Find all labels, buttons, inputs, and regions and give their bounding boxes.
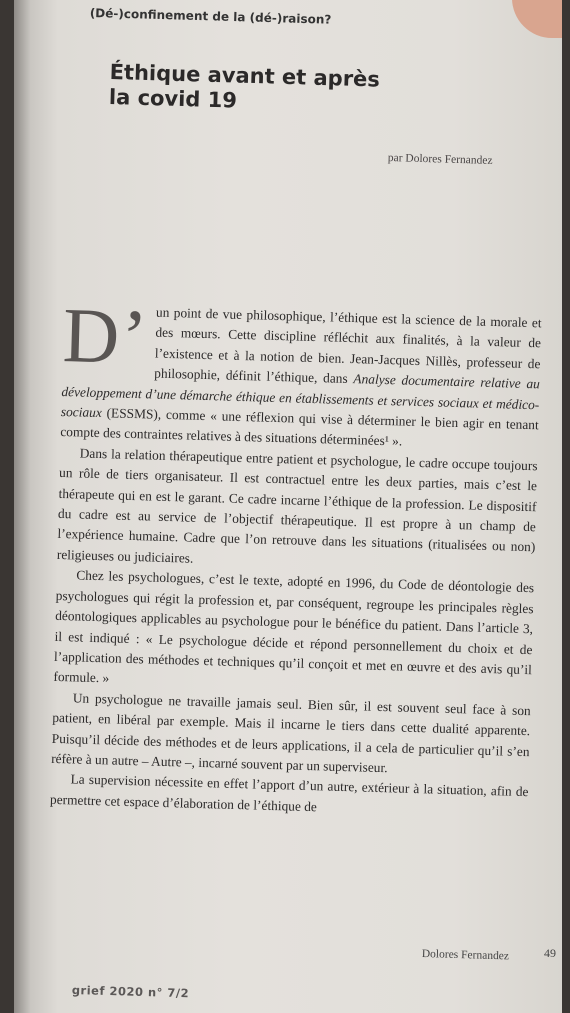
paragraph-1-text-a: un point de vue philosophique, l’éthique est la science de la morale et des mœurs. Cette discipline réfléchit aux finalités, à la valeur de l’existence et à la notion de bien. Jean-Jacques Nillès, professeur de philosophie, définit l’éthique, dans <box>154 304 542 387</box>
running-head: (Dé-)confinement de la (dé-)raison? <box>89 6 332 27</box>
paragraph-1-italic-title: Analyse documentaire relative au développement d’une démarche éthique en établissements et services sociaux et médico-sociaux <box>60 371 541 421</box>
drop-cap: D’ <box>61 291 151 381</box>
book-page <box>14 0 562 1013</box>
footer-author: Dolores Fernandez <box>421 948 510 963</box>
page-number: 49 <box>544 946 556 960</box>
paragraph-1-text-b: (ESSMS), comme « une réflexion qui vise à déterminer le bien agir en tenant compte des contraintes relatives à des situations déterminées¹ ». <box>60 405 539 449</box>
paragraph-4: Un psychologue ne travaille jamais seul. Bien sûr, il est souvent seul face à son patient, en libéral par exemple. Mais il incarne le tiers dans cette dualité apparente. Puisqu’il décide des méthodes et de leurs applications, il a cela de particulier qu’il s’en réfère à un autre – Autre –, incarné souvent par un superviseur. <box>50 690 531 776</box>
article-title <box>109 60 450 119</box>
title-line-2: la covid 19 <box>108 84 238 113</box>
byline: par Dolores Fernandez <box>387 152 493 167</box>
paragraph-2: Dans la relation thérapeutique entre patient et psychologue, le cadre occupe toujours un rôle de tiers organisateur. Il est contractuel entre les deux parties, mais c’est le thérapeute qui en est le garant. Ce cadre incarne l’éthique de la profession. Le dispositif du cadre est au service de l’objectif thérapeutique. Il est propre à un champ de l’expérience humaine. Cadre que l’on retrouve dans les situations (ritualisées ou non) religieuses ou judiciaires. <box>56 445 538 566</box>
page-corner <box>512 0 562 38</box>
paragraph-1 <box>60 291 542 456</box>
title-line-1: Éthique avant et après <box>109 60 381 92</box>
journal-footer: grief 2020 n° 7/2 <box>71 983 190 1001</box>
paragraph-5: La supervision nécessite en effet l’apport d’un autre, extérieur à la situation, afin de permettre cet espace d’élaboration de l’éthique de <box>49 771 529 815</box>
article-body <box>49 291 542 823</box>
paragraph-3: Chez les psychologues, c’est le texte, adopté en 1996, du Code de déontologie des psychologues qui régit la profession et, par conséquent, regroupe les principales règles déontologiques applicables au psychologue pour le bénéfice du patient. Dans l’article 3, il est indiqué : « Le psychologue décide et répond personnellement du choix et de l’application des méthodes et techniques qu’il conçoit et met en œuvre et des avis qu’il formule. » <box>53 567 535 686</box>
